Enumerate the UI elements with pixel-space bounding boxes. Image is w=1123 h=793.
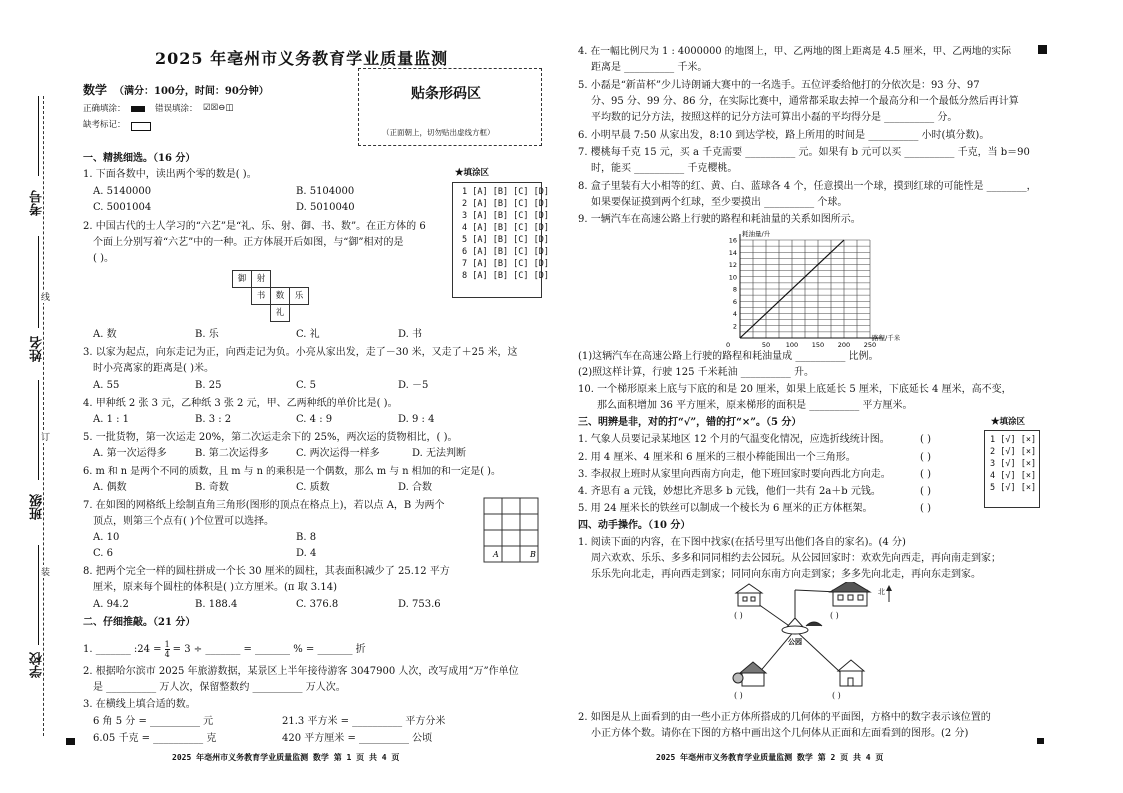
house-map-figure (728, 582, 898, 710)
s1-q7-option-b: B. 8 (296, 532, 317, 543)
house-name-blank[interactable]: ( ) (734, 691, 743, 700)
s3-q5-paren[interactable]: ( ) (920, 503, 931, 514)
y-axis-label: 耗油量/升 (742, 230, 771, 238)
y-tick-label: 16 (728, 236, 737, 245)
s2-q3-a[interactable]: 6 角 5 分 = __________ 元 (93, 716, 214, 727)
r-q8-line2[interactable]: 如果要保证摸到两个红球，至少要摸出 __________ 个球。 (591, 197, 848, 208)
s4-q1-text1: 周六欢欢、乐乐、多多和同同相约去公园玩。从公园回家时：欢欢先向西走，再向南走到家； (591, 553, 1001, 564)
s1-q2-option-c: C. 礼 (296, 329, 320, 340)
s1-q8-option-d: D. 753.6 (398, 599, 441, 610)
x-tick-label: 200 (837, 341, 851, 348)
s1-q3-option-b: B. 25 (195, 380, 222, 391)
subject-name: 数学 (83, 83, 108, 97)
s2-q1-pre: 1. _______ :24 = (83, 644, 162, 655)
grid-paper-figure (483, 497, 541, 565)
s3-q2-paren[interactable]: ( ) (920, 452, 931, 463)
r-q4-line2[interactable]: 距离是 __________ 千米。 (591, 62, 708, 73)
s3-q4-paren[interactable]: ( ) (920, 486, 931, 497)
fuel-chart (720, 228, 910, 348)
s1-q4: 4. 甲种纸 2 张 3 元，乙种纸 3 张 2 元，甲、乙两种纸的单价比是( )。 (83, 398, 398, 409)
section3-answer-title: ★填涂区 (991, 417, 1026, 427)
s1-q7-line2: 顶点，则第三个点有( )个位置可以选择。 (93, 516, 274, 527)
s4-q2-line1: 2. 如图是从上面看到的由一些小正方体所搭成的几何体的平面图，方格中的数字表示该位置的 (578, 712, 991, 723)
s1-q2-option-d: D. 书 (398, 329, 423, 340)
r-q9-sub2[interactable]: (2)照这样计算，行驶 125 千米耗油 __________ 升。 (578, 367, 814, 378)
y-tick-label: 6 (732, 297, 737, 306)
x-tick-label: 50 (761, 341, 771, 348)
r-q9: 9. 一辆汽车在高速公路上行驶的路程和耗油量的关系如图所示。 (578, 214, 861, 225)
s3-q2: 2. 用 4 厘米、4 厘米和 6 厘米的三根小棒能围出一个三角形。 (578, 452, 856, 463)
section1-answer-rows (462, 186, 549, 282)
answer-row[interactable]: 3 [A] [B] [C] [D] (462, 211, 549, 221)
y-tick-label: 8 (732, 285, 737, 294)
cube-net-cell: 数 (270, 287, 290, 305)
r-q9-sub1[interactable]: (1)这辆汽车在高速公路上行驶的路程和耗油量成 __________ 比例。 (578, 351, 879, 362)
s1-q6: 6. m 和 n 是两个不同的质数，且 m 与 n 的乘积是一个偶数，那么 m 与 n 相加的和一定是( )。 (83, 466, 501, 477)
s2-q3-c[interactable]: 6.05 千克 = __________ 克 (93, 733, 217, 744)
house-name-blank[interactable]: ( ) (830, 611, 839, 620)
s1-q6-option-a: A. 偶数 (93, 482, 127, 493)
house-icon (838, 660, 864, 686)
s1-q3-line1: 3. 以家为起点，向东走记为正，向西走记为负。小亮从家出发，走了－30 米，又走了＋25 米，这 (83, 347, 518, 358)
s1-q1-option-a: A. 5140000 (93, 186, 152, 197)
s1-q1: 1. 下面各数中，读出两个零的数是( )。 (83, 169, 257, 180)
tf-row[interactable]: 3 [√] [×] (990, 459, 1037, 469)
cube-net-cell: 乐 (289, 287, 309, 305)
y-tick-label: 14 (728, 248, 737, 257)
answer-row[interactable]: 4 [A] [B] [C] [D] (462, 223, 549, 233)
y-tick-label: 4 (732, 310, 737, 318)
s3-q1: 1. 气象人员要记录某地区 12 个月的气温变化情况，应选折线统计图。 (578, 434, 890, 445)
s1-q4-option-c: C. 4 : 9 (296, 414, 333, 425)
s3-q4: 4. 齐思有 a 元钱，妙想比齐思多 b 元钱，他们一共有 2a＋b 元钱。 (578, 486, 881, 497)
wrong-fill-marks: ☑☒⊖◫ (203, 103, 234, 113)
house-name-blank[interactable]: ( ) (734, 611, 743, 620)
y-tick-label: 10 (728, 273, 737, 282)
s1-q2-line2: 个面上分别写着“六艺”中的一种。正方体展开后如图，与“御”相对的是 (93, 237, 404, 248)
s2-q3: 3. 在横线上填合适的数。 (83, 699, 196, 710)
footer-page-2: 2025 年亳州市义务教育学业质量监测 数学 第 2 页 共 4 页 (656, 753, 884, 762)
alignment-mark (66, 738, 75, 745)
cube-net-cell: 射 (251, 270, 271, 288)
s2-q2-line1: 2. 根据哈尔滨市 2025 年旅游数据，某景区上半年接待游客 3047900 人次，改写成用“万”作单位 (83, 666, 519, 677)
r-q10-line2[interactable]: 那么面积增加 36 平方厘米，原来梯形的面积是 __________ 平方厘米。 (597, 400, 913, 411)
tf-row[interactable]: 5 [√] [×] (990, 483, 1037, 493)
cube-net-cell: 御 (232, 270, 252, 288)
absent-checkbox[interactable] (131, 122, 151, 131)
s3-q3-paren[interactable]: ( ) (920, 469, 931, 480)
s2-q1[interactable] (83, 640, 366, 659)
s1-q6-option-b: B. 奇数 (195, 482, 229, 493)
barcode-note: （正面朝上，切勿贴出虚线方框） (382, 128, 495, 137)
s1-q5-option-b: B. 第二次运得多 (195, 448, 269, 459)
s1-q3-option-c: C. 5 (296, 380, 317, 391)
north-label: 北 (878, 588, 885, 596)
s1-q6-option-d: D. 合数 (398, 482, 433, 493)
r-q7-line1[interactable]: 7. 樱桃每千克 15 元，买 a 千克需要 __________ 元。如果有 b 元可以买 __________ 千克，当 b＝90 (578, 147, 1030, 158)
s1-q6-option-c: C. 质数 (296, 482, 330, 493)
s1-q3-option-d: D. －5 (398, 380, 429, 391)
name-line[interactable] (38, 236, 40, 328)
answer-row[interactable]: 8 [A] [B] [C] [D] (462, 271, 549, 281)
school-line[interactable] (38, 545, 40, 645)
s1-q1-option-b: B. 5104000 (296, 186, 355, 197)
s2-q2-line2[interactable]: 是 __________ 万人次，保留整数约 __________ 万人次。 (93, 682, 346, 693)
s1-q8-line2: 厘米，原来每个圆柱的体积是( )立方厘米。(π 取 3.14) (93, 582, 337, 593)
section3-answer-rows (990, 434, 1036, 494)
house-icon (733, 662, 766, 686)
s1-q2-line1: 2. 中国古代的士人学习的“六艺”是“礼、乐、射、御、书、数”。在正方体的 6 (83, 221, 426, 232)
grid-point-b: B (530, 550, 536, 559)
park-icon (782, 618, 822, 634)
s1-q5-option-c: C. 两次运得一样多 (296, 448, 380, 459)
s1-q1-option-d: D. 5010040 (296, 202, 355, 213)
school-label: 学校 (30, 652, 45, 678)
answer-row[interactable]: 6 [A] [B] [C] [D] (462, 247, 549, 257)
s1-q5-option-d: D. 无法判断 (412, 448, 467, 459)
answer-row[interactable]: 7 [A] [B] [C] [D] (462, 259, 549, 269)
alignment-mark (1037, 738, 1044, 744)
subject-info: （满分：100分，时间：90分钟） (114, 86, 269, 97)
exam-number-line[interactable] (38, 96, 40, 176)
section4-heading: 四、动手操作。（10 分） (578, 520, 691, 531)
r-q5-line1: 5. 小磊是“新苗杯”少儿诗朗诵大赛中的一名选手。五位评委给他打的分依次是：93 分、97 (578, 80, 980, 91)
r-q4-line1: 4. 在一幅比例尺为 1 : 4000000 的地图上，甲、乙两地的图上距离是 4.5 厘米，甲、乙两地的实际 (578, 46, 1011, 57)
answer-row[interactable]: 2 [A] [B] [C] [D] (462, 199, 549, 209)
s1-q3-option-a: A. 55 (93, 380, 120, 391)
s1-q8-option-c: C. 376.8 (296, 599, 339, 610)
s1-q2-line3: ( )。 (93, 253, 114, 264)
s3-q5: 5. 用 24 厘米长的铁丝可以制成一个棱长为 6 厘米的正方体框架。 (578, 503, 873, 514)
y-tick-label: 2 (732, 322, 737, 331)
s1-q7-option-c: C. 6 (93, 548, 114, 559)
footer-page-1: 2025 年亳州市义务教育学业质量监测 数学 第 1 页 共 4 页 (172, 753, 400, 762)
answer-row[interactable]: 1 [A] [B] [C] [D] (462, 187, 549, 197)
tf-row[interactable]: 4 [√] [×] (990, 471, 1037, 481)
x-axis-label: 路程/千米 (872, 334, 901, 342)
north-arrow-icon (886, 585, 892, 602)
exam-number-label: 考号 (30, 190, 45, 216)
class-line[interactable] (38, 380, 40, 480)
line-marker: 线 (41, 290, 50, 303)
s2-q3-b[interactable]: 21.3 平方米 = __________ 平方分米 (282, 716, 446, 727)
section1-answer-title: ★填涂区 (455, 168, 490, 178)
s2-q3-d[interactable]: 420 平方厘米 = __________ 公顷 (282, 733, 433, 744)
house-icon (736, 584, 762, 606)
s1-q7-option-d: D. 4 (296, 548, 317, 559)
class-label: 班级 (30, 494, 45, 520)
r-q10-line1: 10. 一个梯形原来上底与下底的和是 20 厘米，如果上底延长 5 厘米，下底延长 4 厘米，高不变， (578, 384, 1012, 395)
fraction-numerator: 1 (164, 640, 170, 649)
barcode-area[interactable] (358, 68, 542, 146)
house-icon (830, 582, 870, 606)
x-tick-label: 100 (785, 341, 799, 348)
r-q7-line2[interactable]: 时，能买 __________ 千克樱桃。 (591, 163, 738, 174)
r-q6[interactable]: 6. 小明早晨 7:50 从家出发，8:10 到达学校，路上所用的时间是 __________ 小时(填分数)。 (578, 130, 990, 141)
park-label: 公园 (788, 638, 802, 646)
s4-q1-text2: 乐乐先向北走，再向西走到家；同同向东南方向走到家；多多先向北走，再向东走到家。 (591, 569, 981, 580)
s1-q7-option-a: A. 10 (93, 532, 120, 543)
barcode-title: 贴条形码区 (411, 86, 481, 102)
y-tick-label: 12 (728, 261, 737, 269)
house-name-blank[interactable]: ( ) (832, 691, 841, 700)
r-q5-line3[interactable]: 平均数的记分方法，按照这样的记分方法可算出小磊的平均得分是 __________ 分。 (591, 112, 958, 123)
fraction-denominator: 4 (164, 650, 170, 659)
section3-heading: 三、明辨是非，对的打“√”，错的打“×”。（5 分） (578, 417, 802, 428)
s3-q1-paren[interactable]: ( ) (920, 434, 931, 445)
s1-q8-option-a: A. 94.2 (93, 599, 129, 610)
x-tick-label: 150 (811, 341, 825, 348)
s4-q2-line2: 小正方体个数。请你在下图的方格中画出这个几何体从正面和左面看到的图形。(2 分) (591, 728, 969, 739)
origin-label: 0 (726, 341, 731, 348)
r-q5-line2: 分、95 分、99 分、86 分，在实际比赛中，通常都采取去掉一个最高分和一个最低分然后再计算 (591, 96, 1019, 107)
s1-q2-option-a: A. 数 (93, 329, 117, 340)
s1-q2-option-b: B. 乐 (195, 329, 219, 340)
correct-fill-label: 正确填涂： (83, 104, 126, 114)
grid-point-a: A (493, 550, 499, 559)
tf-row[interactable]: 1 [√] [×] (990, 435, 1037, 445)
s1-q8-option-b: B. 188.4 (195, 599, 238, 610)
s1-q4-option-d: D. 9 : 4 (398, 414, 435, 425)
cube-net-cell: 礼 (270, 304, 290, 322)
exam-title: 2025 年亳州市义务教育学业质量监测 (155, 49, 449, 68)
alignment-mark (1038, 45, 1047, 54)
r-q8-line1[interactable]: 8. 盒子里装有大小相等的红、黄、白、蓝球各 4 个，任意摸出一个球，摸到红球的可能性是 ________， (578, 181, 1037, 192)
stitch-marker: 装 (41, 565, 50, 578)
wrong-fill-label: 错误填涂： (155, 104, 198, 114)
s1-q7-line1: 7. 在如图的网格纸上绘制直角三角形(图形的顶点在格点上)，若以点 A，B 为两个 (83, 500, 445, 511)
bind-marker: 订 (41, 430, 50, 443)
s1-q5-option-a: A. 第一次运得多 (93, 448, 167, 459)
name-label: 姓名 (30, 336, 45, 362)
section1-heading: 一、精挑细选。（16 分） (83, 153, 196, 164)
s2-q1-fraction (165, 640, 170, 659)
s1-q3-line2: 时小亮离家的距离是( )米。 (93, 363, 214, 374)
s1-q4-option-a: A. 1 : 1 (93, 414, 130, 425)
cube-net-cell: 书 (251, 287, 271, 305)
s1-q5: 5. 一批货物，第一次运走 20%，第二次运走余下的 25%，两次运的货物相比，( )。 (83, 432, 458, 443)
x-tick-label: 250 (863, 341, 877, 348)
answer-row[interactable]: 5 [A] [B] [C] [D] (462, 235, 549, 245)
s1-q8-line1: 8. 把两个完全一样的圆柱拼成一个长 30 厘米的圆柱，其表面积减少了 25.12 平方 (83, 566, 450, 577)
correct-fill-sample (131, 106, 145, 112)
s1-q4-option-b: B. 3 : 2 (195, 414, 232, 425)
absent-label: 缺考标记： (83, 120, 126, 130)
s2-q1-post: = 3 ÷ _______ = _______ % = _______ 折 (172, 644, 366, 655)
section2-heading: 二、仔细推敲。（21 分） (83, 617, 196, 628)
s3-q3: 3. 李叔叔上班时从家里向西南方向走，他下班回家时要向西北方向走。 (578, 469, 891, 480)
s4-q1: 1. 阅读下面的内容，在下图中找家(在括号里写出他们各自的家名)。(4 分) (578, 537, 906, 548)
s1-q1-option-c: C. 5001004 (93, 202, 152, 213)
tf-row[interactable]: 2 [√] [×] (990, 447, 1037, 457)
